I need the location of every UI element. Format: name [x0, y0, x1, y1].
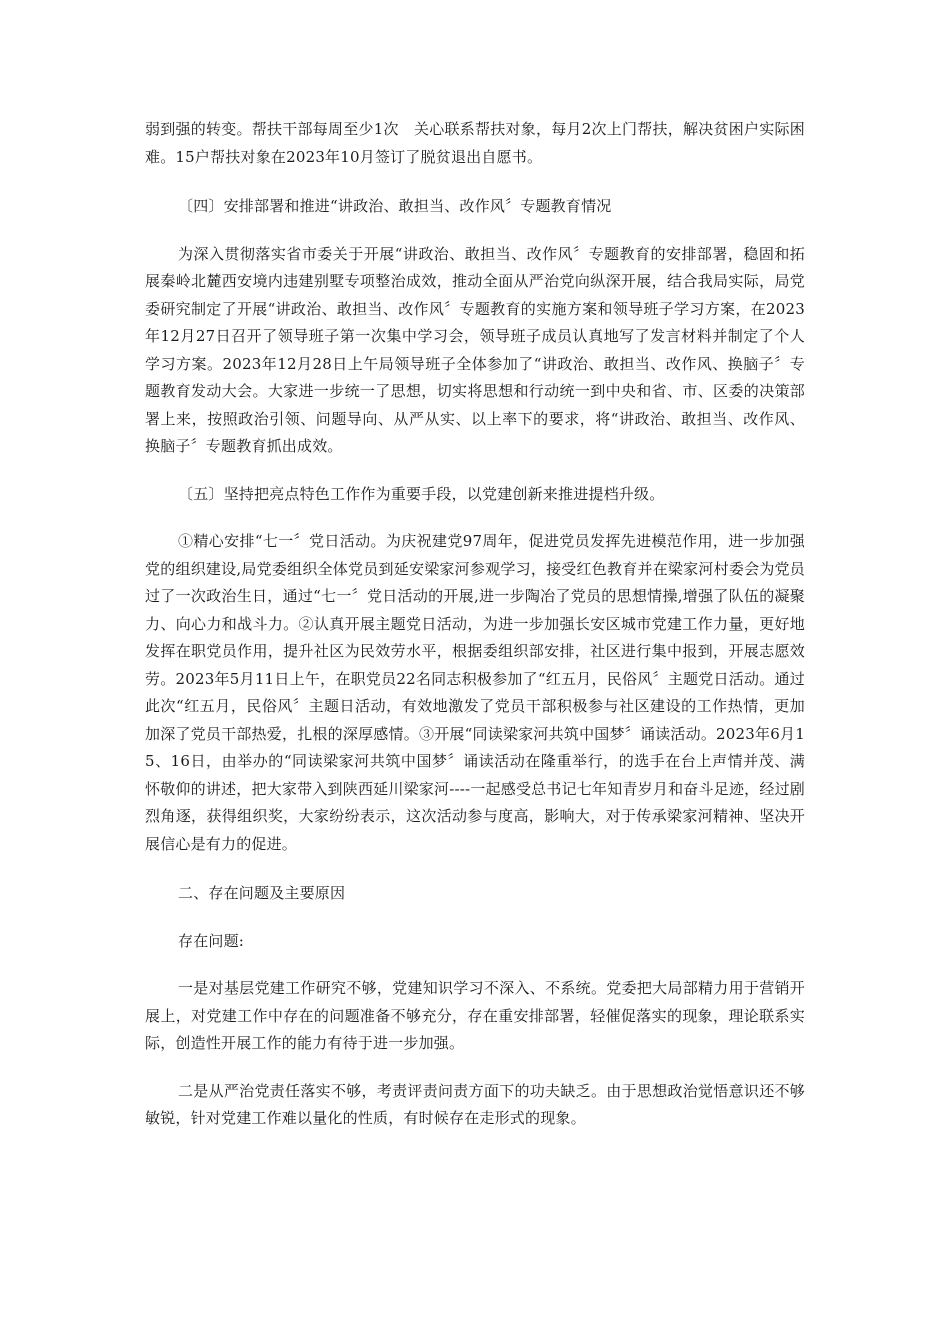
- section-heading-problems: 二、存在问题及主要原因: [178, 884, 346, 902]
- paragraph-problem-one: 一是对基层党建工作研究不够，党建知识学习不深入、不系统。党委把大局部精力用于营销开展上，对党建工作中存在的问题准备不够充分，存在重安排部署，轻催促落实的现象，理论联系实际，创造性开展工作的能力有待于进一步加强。: [145, 979, 805, 1052]
- paragraph-poverty-assistance: 弱到强的转变。帮扶干部每周至少1次 关心联系帮扶对象，每月2次上门帮扶，解决贫困户实际困难。15户帮扶对象在2023年10月签订了脱贫退出自愿书。: [145, 120, 805, 166]
- problems-label: 存在问题:: [178, 931, 245, 950]
- paragraph-party-activities: ①精心安排“七一〞党日活动。为庆祝建党97周年，促进党员发挥先进模范作用，进一步加强党的组织建设,局党委组织全体党员到延安梁家河参观学习，接受红色教育并在梁家河村委会为党员过了一次政治生日，通过“七一〞党日活动的开展,进一步陶冶了党员的思想情操,增强了队伍的凝聚力、向心力和战斗力。②认真开展主题党日活动，为进一步加强长安区城市党建工作力量，更好地发挥在职党员作用，提升社区为民效劳水平，根据委组织部安排，社区进行集中报到，开展志愿效劳。2023年5月11日上午，在职党员22名同志积极参加了“红五月，民俗风〞主题党日活动。通过此次“红五月，民俗风〞主题日活动，有效地激发了党员干部积极参与社区建设的工作热情，更加加深了党员干部热爱，扎根的深厚感情。③开展“同读梁家河共筑中国梦〞诵读活动。2023年6月15、16日，由举办的“同读梁家河共筑中国梦〞诵读活动在隆重举行，的选手在台上声情并茂、满怀敬仰的讲述，把大家带入到陕西延川梁家河----一起感受总书记七年知青岁月和奋斗足迹，经过剧烈角逐，获得组织奖，大家纷纷表示，这次活动参与度高，影响大，对于传承梁家河精神、坚决开展信心是有力的促进。: [145, 532, 805, 853]
- section-heading-five: 〔五〕坚持把亮点特色工作作为重要手段，以党建创新来推进提档升级。: [178, 484, 665, 503]
- section-heading-four: 〔四〕安排部署和推进“讲政治、敢担当、改作风〞专题教育情况: [178, 197, 612, 215]
- paragraph-special-education: 为深入贯彻落实省市委关于开展“讲政治、敢担当、改作风〞专题教育的安排部署，稳固和拓展秦岭北麓西安境内违建别墅专项整治成效，推动全面从严治党向纵深开展，结合我局实际，局党委研究制定了开展“讲政治、敢担当、改作风〞专题教育的实施方案和领导班子学习方案，在2023年12月27日召开了领导班子第一次集中学习会，领导班子成员认真地写了发言材料并制定了个人学习方案。2023年12月28日上午局领导班子全体参加了“讲政治、敢担当、改作风、换脑子〞专题教育发动大会。大家进一步统一了思想，切实将思想和行动统一到中央和省、市、区委的决策部署上来，按照政治引领、问题导向、从严从实、以上率下的要求，将“讲政治、敢担当、改作风、换脑子〞专题教育抓出成效。: [145, 244, 805, 455]
- paragraph-problem-two: 二是从严治党责任落实不够，考责评责问责方面下的功夫缺乏。由于思想政治觉悟意识还不够敏锐，针对党建工作难以量化的性质，有时候存在走形式的现象。: [145, 1081, 805, 1127]
